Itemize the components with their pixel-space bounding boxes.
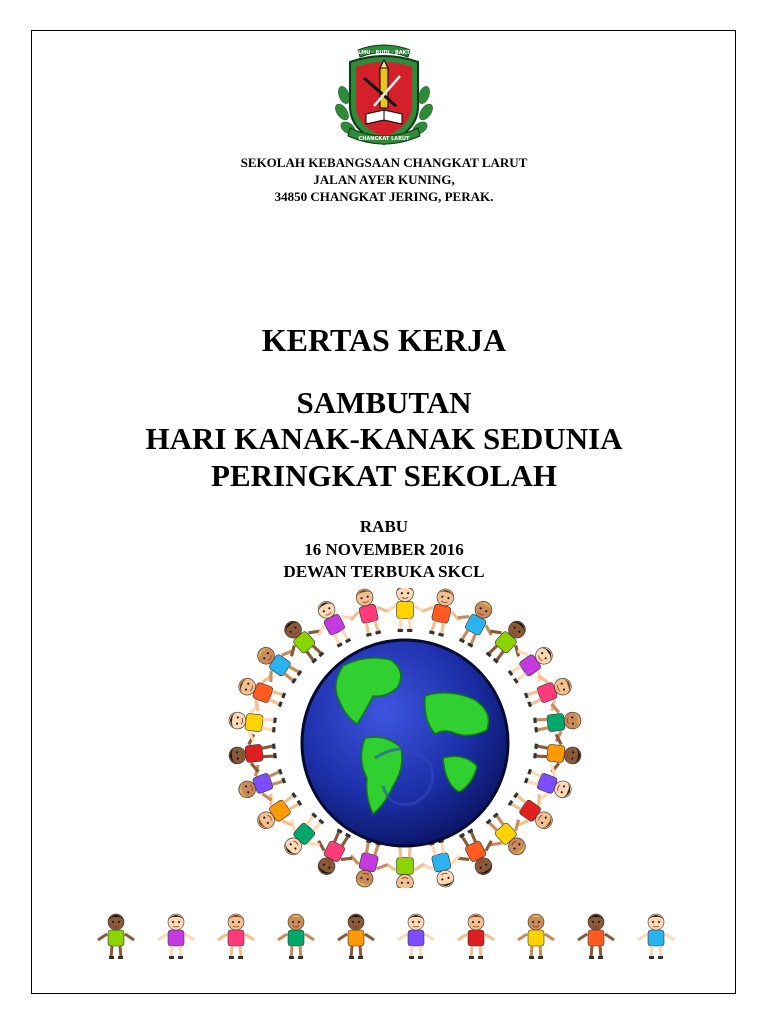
globe-with-children-illustration bbox=[225, 588, 585, 888]
child-figure bbox=[386, 844, 424, 888]
event-date: 16 NOVEMBER 2016 bbox=[304, 540, 464, 559]
svg-text:CHANGKAT LARUT: CHANGKAT LARUT bbox=[358, 136, 410, 142]
child-figure bbox=[158, 914, 194, 959]
subtitle-line1: SAMBUTAN bbox=[296, 385, 472, 420]
child-figure bbox=[532, 732, 583, 775]
school-address-block bbox=[0, 154, 768, 205]
child-figure bbox=[98, 914, 134, 959]
school-name: SEKOLAH KEBANGSAAN CHANGKAT LARUT bbox=[240, 155, 528, 170]
child-figure bbox=[278, 914, 314, 959]
child-figure bbox=[638, 914, 674, 959]
event-day: RABU bbox=[359, 517, 409, 536]
child-figure bbox=[578, 914, 614, 959]
child-figure bbox=[218, 914, 254, 959]
child-figure bbox=[344, 588, 392, 640]
subtitle-line2: HARI KANAK-KANAK SEDUNIA bbox=[145, 421, 623, 456]
child-figure bbox=[338, 914, 374, 959]
document-title: KERTAS KERJA bbox=[261, 322, 507, 358]
school-address-line1: JALAN AYER KUNING, bbox=[313, 172, 455, 187]
child-figure bbox=[518, 914, 554, 959]
svg-text:ILMU · BUDI · BAKTI: ILMU · BUDI · BAKTI bbox=[356, 50, 412, 56]
school-address-line2: 34850 CHANGKAT JERING, PERAK. bbox=[274, 189, 494, 204]
subtitle-line3: PERINGKAT SEKOLAH bbox=[211, 458, 557, 493]
children-row-illustration bbox=[86, 908, 686, 962]
school-crest-icon bbox=[334, 40, 434, 150]
child-figure bbox=[227, 701, 278, 744]
child-figure bbox=[398, 914, 434, 959]
child-figure bbox=[418, 588, 466, 640]
child-figure bbox=[458, 914, 494, 959]
event-venue: DEWAN TERBUKA SKCL bbox=[283, 562, 485, 581]
child-figure bbox=[386, 588, 424, 632]
